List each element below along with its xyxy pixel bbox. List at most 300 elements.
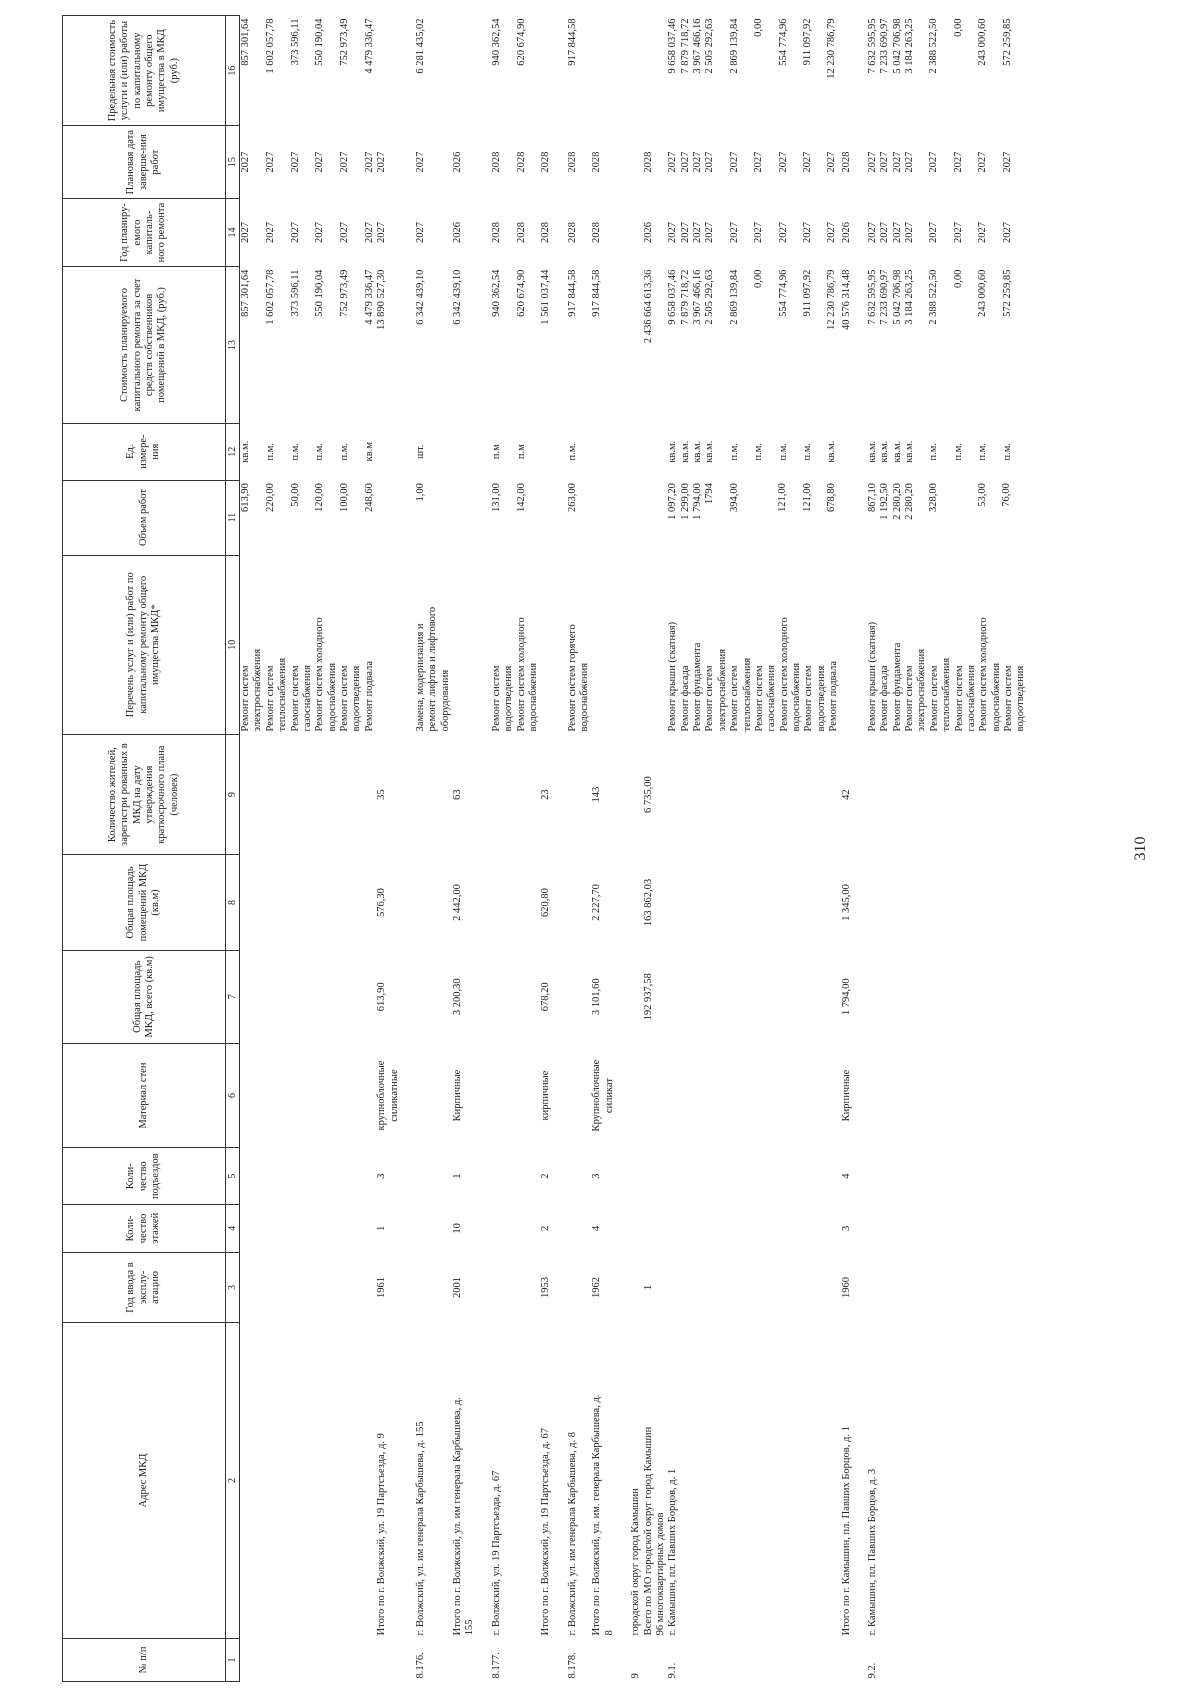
table-row-work: [240, 16, 265, 1682]
cell-col-12: [567, 423, 592, 480]
cell-col-3: [567, 1252, 592, 1322]
cell-col-1: [643, 1638, 668, 1681]
cell-line: 867,10: [866, 483, 878, 512]
cell-col-9: [867, 734, 1028, 854]
cell-line: силикат: [603, 1078, 615, 1114]
blank-line: [990, 426, 1002, 477]
cell-col-7: [290, 950, 315, 1043]
cell-col-15: [567, 126, 592, 199]
cell-col-7: 3 200,30: [452, 978, 463, 1016]
blank-line: [941, 483, 953, 552]
cell-col-11: [314, 480, 339, 555]
table-row-grand: [643, 16, 668, 1682]
cell-col-12: [591, 423, 616, 480]
blank-line: [916, 270, 928, 421]
table-row-total: [591, 16, 616, 1682]
cell-col-7: [415, 950, 452, 1043]
cell-line: Ремонт систем: [264, 665, 276, 732]
cell-col-8: 163 862,03: [642, 878, 654, 927]
cell-line: водоснабжения: [326, 662, 338, 732]
cell-line: 2027: [679, 222, 691, 244]
cell-line: 50,00: [289, 483, 301, 507]
cell-col-10: [314, 555, 339, 734]
cell-col-3: [240, 1252, 265, 1322]
cell-col-7: [265, 950, 290, 1043]
cell-col-9: [567, 734, 592, 854]
cell-line: п.м.: [289, 442, 301, 461]
cell-line: 917 844,58: [566, 18, 578, 66]
cell-line: 121,00: [801, 483, 813, 512]
cell-col-7: [240, 950, 265, 1043]
cell-col-15: [265, 126, 290, 199]
cell-col-2: [452, 1323, 477, 1639]
cell-col-4: [643, 1205, 668, 1253]
cell-col-14: [591, 198, 616, 266]
cell-col-14: [240, 198, 265, 266]
cell-col-16: [630, 16, 642, 126]
cell-line: Ремонт систем холодного: [515, 617, 527, 732]
cell-line: 2027: [891, 222, 903, 244]
cell-line: Ремонт фасада: [879, 665, 891, 732]
blank-line: [814, 426, 826, 477]
cell-col-7: [567, 950, 592, 1043]
cell-col-10: [643, 555, 668, 734]
cell-col-16: [339, 16, 364, 126]
cell-col-6: [630, 1043, 642, 1147]
spacer-cell: [401, 16, 415, 1682]
cell-col-12: [452, 423, 477, 480]
cell-line: кв.м.: [826, 440, 838, 463]
cell-col-2: [591, 1323, 616, 1639]
table-row-work: [265, 16, 290, 1682]
cell-col-4: [516, 1205, 541, 1253]
cell-line: 2027: [264, 151, 276, 173]
cell-col-16: [567, 16, 592, 126]
cell-line: г. Волжский, ул. им генерала Карбышева, д. 155: [414, 1421, 426, 1636]
cell-col-9: [667, 734, 840, 854]
cell-col-1: [265, 1638, 290, 1681]
cell-col-12: [540, 423, 552, 480]
cell-col-8: 620,80: [540, 888, 552, 917]
cell-col-2: [667, 1323, 840, 1639]
cell-line: 6 342 439,10: [452, 269, 463, 325]
cell-line: п.м.: [1001, 442, 1013, 461]
cell-col-2: [867, 1323, 1028, 1639]
blank-line: [916, 483, 928, 552]
cell-col-3: 2001: [452, 1276, 463, 1298]
cell-col-13: [643, 267, 668, 424]
cell-col-8: [265, 855, 290, 950]
cell-col-2: [540, 1323, 552, 1639]
cell-col-15: [339, 126, 364, 199]
blank-line: [790, 19, 802, 123]
cell-line: 2 505 292,63: [704, 269, 716, 325]
table-header: [63, 16, 240, 1682]
blank-line: [1014, 129, 1026, 196]
cell-col-16: [376, 16, 401, 126]
cell-col-7: [667, 950, 840, 1043]
column-number: 14: [226, 198, 240, 266]
cell-col-9: [415, 734, 452, 854]
cell-col-8: 2 442,00: [452, 884, 463, 921]
cell-line: 2027: [826, 151, 838, 173]
cell-line: Ремонт подвала: [363, 660, 375, 732]
header-cell: № п/п: [63, 1638, 226, 1681]
header-cell: Перечень услуг и (или) работ по капитальному ремонту общего имущества МКД*: [63, 555, 226, 734]
cell-line: кв.м: [363, 442, 375, 462]
cell-col-14: [516, 198, 541, 266]
cell-col-4: 10: [452, 1223, 463, 1234]
cell-line: 5 042 706,98: [891, 269, 903, 325]
cell-line: 2027: [240, 222, 251, 244]
cell-line: теплоснабжения: [941, 657, 953, 732]
cell-line: 1 561 037,44: [540, 269, 552, 325]
cell-line: 2027: [289, 222, 301, 244]
cell-col-4: [567, 1205, 592, 1253]
cell-line: 2027: [289, 151, 301, 173]
cell-col-3: [516, 1252, 541, 1322]
cell-line: 6 342 439,10: [414, 269, 426, 325]
cell-col-2: [240, 1323, 265, 1639]
table-row-total: [376, 16, 401, 1682]
cell-line: Ремонт систем: [928, 665, 940, 732]
cell-col-14: [643, 198, 668, 266]
cell-col-5: 3: [591, 1173, 603, 1179]
cell-line: Кирпичные: [840, 1069, 852, 1122]
cell-line: 2027: [977, 151, 989, 173]
cell-line: 917 844,58: [566, 269, 578, 317]
cell-col-12: [314, 423, 339, 480]
cell-line: Ремонт систем холодного: [978, 617, 990, 732]
cell-col-8: [867, 855, 1028, 950]
blank-line: [717, 19, 729, 123]
cell-line: 3 967 466,16: [692, 269, 703, 325]
cell-col-12: [643, 423, 668, 480]
header-cell: Год ввода в эксплу-атацию: [63, 1252, 226, 1322]
blank-line: [916, 426, 928, 477]
page-number: 310: [1132, 836, 1149, 861]
cell-line: 1794: [704, 483, 716, 505]
cell-col-9: [265, 734, 290, 854]
cell-col-11: [516, 480, 541, 555]
cell-line: п.м.: [566, 442, 578, 461]
cell-line: 2027: [879, 222, 891, 244]
cell-col-15: [314, 126, 339, 199]
cell-col-10: [867, 555, 1028, 734]
cell-line: 2026: [642, 222, 654, 244]
cell-col-12: [516, 423, 541, 480]
cell-col-3: [491, 1252, 516, 1322]
cell-col-5: [867, 1148, 1028, 1205]
cell-line: водоснабжения: [527, 662, 539, 732]
blank-line: [1014, 426, 1026, 477]
header-cell: Ед. измере-ния: [63, 423, 226, 480]
cell-col-1: 9.1.: [667, 1662, 679, 1679]
cell-line: г. Волжский, ул. им генерала Карбышева, д. 8: [566, 1432, 578, 1636]
cell-col-16: [667, 16, 840, 126]
column-number-row: [226, 16, 240, 1682]
cell-col-10: [630, 555, 642, 734]
cell-col-5: [290, 1148, 315, 1205]
cell-line: 1 299,00: [679, 483, 691, 520]
cell-col-7: [491, 950, 516, 1043]
blank-line: [790, 483, 802, 552]
cell-line: 2028: [515, 222, 527, 244]
cell-col-11: [265, 480, 290, 555]
cell-line: Ремонт систем: [490, 665, 502, 732]
cell-line: Ремонт систем: [240, 665, 251, 732]
cell-col-11: [339, 480, 364, 555]
cell-line: 572 259,85: [1001, 18, 1013, 66]
cell-line: 142,00: [515, 483, 527, 512]
header-cell: Объем работ: [63, 480, 226, 555]
cell-col-3: 1960: [840, 1276, 852, 1298]
cell-line: теплоснабжения: [277, 657, 289, 732]
blank-line: [765, 483, 777, 552]
cell-col-12: [841, 423, 853, 480]
cell-line: Ремонт систем: [1003, 665, 1014, 732]
cell-col-4: [290, 1205, 315, 1253]
cell-col-16: [314, 16, 339, 126]
table-row-object: [667, 16, 840, 1682]
cell-col-3: [364, 1252, 376, 1322]
cell-line: 53,00: [976, 483, 988, 507]
cell-line: 2027: [866, 151, 878, 173]
cell-line: Всего по МО городской округ город Камышин: [642, 1426, 654, 1636]
cell-line: 917 844,58: [591, 269, 603, 317]
cell-col-8: [364, 855, 376, 950]
cell-line: кв.м.: [879, 440, 891, 463]
cell-col-7: [630, 950, 642, 1043]
blank-line: [741, 483, 753, 552]
blank-line: [717, 426, 729, 477]
cell-col-12: [667, 423, 840, 480]
cell-col-10: [376, 555, 401, 734]
cell-line: 13 890 527,30: [376, 269, 388, 330]
cell-line: 2027: [667, 222, 679, 244]
cell-col-9: [240, 734, 265, 854]
cell-col-13: [452, 267, 477, 424]
cell-line: 940 362,54: [490, 269, 502, 317]
cell-col-8: [567, 855, 592, 950]
cell-col-1: 8.177.: [490, 1652, 502, 1679]
cell-line: п.м.: [977, 442, 989, 461]
table-row-work: [339, 16, 364, 1682]
cell-col-16: [290, 16, 315, 126]
cell-col-10: [567, 555, 592, 734]
cell-col-6: [452, 1043, 477, 1147]
cell-col-11: [540, 480, 552, 555]
cell-col-3: 1962: [591, 1276, 603, 1298]
cell-col-13: [290, 267, 315, 424]
cell-col-5: [415, 1148, 452, 1205]
cell-col-6: [240, 1043, 265, 1147]
cell-col-15: [643, 126, 668, 199]
blank-line: [766, 270, 778, 421]
cell-line: Ремонт систем горячего: [566, 624, 578, 732]
blank-line: [717, 129, 729, 196]
cell-col-13: [591, 267, 616, 424]
blank-line: [965, 426, 977, 477]
cell-col-16: [491, 16, 516, 126]
cell-col-6: [265, 1043, 290, 1147]
cell-line: 620 674,90: [515, 269, 527, 317]
cell-line: кв.м.: [692, 440, 703, 463]
cell-col-6: [867, 1043, 1028, 1147]
cell-col-11: [630, 480, 642, 555]
cell-col-5: [516, 1148, 541, 1205]
cell-col-16: [591, 16, 616, 126]
cell-line: 2027: [891, 151, 903, 173]
row-spacer: [477, 16, 491, 1682]
cell-col-13: [867, 267, 1028, 424]
cell-line: 2027: [928, 151, 940, 173]
cell-line: Ремонт фасада: [679, 665, 691, 732]
cell-line: 620 674,90: [515, 18, 527, 66]
cell-col-10: [364, 555, 376, 734]
cell-line: 2028: [840, 151, 852, 173]
blank-line: [916, 201, 928, 263]
cell-col-6: [591, 1043, 616, 1147]
cell-col-3: [314, 1252, 339, 1322]
cell-col-3: [290, 1252, 315, 1322]
cell-line: Крупноблочные: [591, 1059, 603, 1132]
cell-col-1: [841, 1638, 853, 1681]
cell-col-4: [491, 1205, 516, 1253]
cell-line: 857 301,64: [240, 18, 251, 66]
header-cell: Материал стен: [63, 1043, 226, 1147]
column-number: 12: [226, 423, 240, 480]
cell-col-5: [667, 1148, 840, 1205]
header-cell: Стоимость планируемого капитального ремонта за счет средств собственников помещений в МКД, (руб.): [63, 267, 226, 424]
cell-line: 911 097,92: [801, 18, 813, 66]
cell-line: электроснабжения: [716, 648, 728, 732]
cell-line: 2027: [904, 151, 915, 173]
cell-col-14: [867, 198, 1028, 266]
cell-line: 2027: [728, 151, 740, 173]
cell-line: 2028: [566, 151, 578, 173]
cell-col-5: 2: [540, 1173, 552, 1179]
row-spacer: [553, 16, 567, 1682]
cell-line: 2027: [801, 151, 813, 173]
cell-col-10: [265, 555, 290, 734]
header-cell: Общая площадь помещений МКД (кв.м): [63, 855, 226, 950]
cell-col-6: [667, 1043, 840, 1147]
table-row-object: [567, 16, 592, 1682]
cell-col-4: 1: [376, 1225, 388, 1232]
cell-col-2: [376, 1323, 401, 1639]
cell-line: п.м.: [339, 442, 350, 461]
cell-col-8: [290, 855, 315, 950]
cell-line: 2027: [777, 222, 789, 244]
cell-line: электроснабжения: [916, 648, 928, 732]
cell-line: Ремонт систем: [729, 665, 741, 732]
cell-col-14: [290, 198, 315, 266]
cell-col-16: [240, 16, 265, 126]
header-cell: Коли-чество этажей: [63, 1205, 226, 1253]
cell-col-6: [540, 1043, 552, 1147]
header-cell: Предельная стоимость услуги и (или) работы по капитальному ремонту общего имущества в МКД (руб.): [63, 16, 226, 126]
blank-line: [766, 19, 778, 123]
cell-line: п.м.: [928, 442, 940, 461]
table-row-work: [516, 16, 541, 1682]
column-number: 3: [226, 1252, 240, 1322]
cell-col-13: [376, 267, 401, 424]
cell-col-16: [516, 16, 541, 126]
blank-line: [814, 201, 826, 263]
cell-col-3: 1953: [540, 1276, 552, 1298]
cell-col-5: 3: [376, 1173, 388, 1179]
cell-col-5: 4: [840, 1173, 852, 1179]
cell-col-12: [491, 423, 516, 480]
cell-col-14: [540, 198, 552, 266]
cell-line: 2027: [667, 151, 679, 173]
cell-col-13: [240, 267, 265, 424]
blank-line: [717, 270, 729, 421]
cell-col-15: [667, 126, 840, 199]
blank-line: [1014, 270, 1026, 421]
cell-line: 2 436 664 613,36: [642, 269, 654, 344]
cell-line: 6 281 435,02: [414, 18, 426, 74]
cell-col-1: 8.178.: [566, 1652, 578, 1679]
cell-col-15: [591, 126, 616, 199]
cell-line: Итого по г. Волжский, ул. им генерала Карбышева, д.: [452, 1397, 463, 1636]
cell-col-16: [265, 16, 290, 126]
blank-line: [965, 19, 977, 123]
cell-col-12: [630, 423, 642, 480]
cell-line: 1 192,50: [879, 483, 891, 520]
table-row-object: [415, 16, 452, 1682]
blank-line: [941, 270, 953, 421]
cell-line: кв.м.: [667, 440, 679, 463]
cell-col-9: 23: [540, 789, 552, 800]
cell-col-16: [867, 16, 1028, 126]
spacer-cell: [477, 16, 491, 1682]
cell-line: теплоснабжения: [741, 657, 753, 732]
cell-col-9: [339, 734, 364, 854]
cell-col-13: [841, 267, 853, 424]
cell-line: Итого по г. Камышин, пл. Павших Борцов, д. 1: [840, 1426, 852, 1636]
cell-line: 572 259,85: [1001, 269, 1013, 317]
cell-line: п.м.: [777, 442, 789, 461]
cell-line: электроснабжения: [252, 648, 264, 732]
cell-line: 2027: [339, 151, 350, 173]
table-row-total: [841, 16, 853, 1682]
cell-col-9: 35: [376, 789, 388, 800]
cell-col-8: [516, 855, 541, 950]
cell-line: г. Камышин, пл. Павших Борцов, д. 3: [866, 1468, 878, 1636]
blank-line: [1014, 201, 1026, 263]
cell-line: 1 602 057,78: [264, 18, 276, 74]
blank-line: [814, 129, 826, 196]
cell-col-4: 3: [840, 1225, 852, 1232]
cell-col-2: [841, 1323, 853, 1639]
cell-line: 2 388 522,50: [928, 18, 940, 74]
cell-line: 4 479 336,47: [363, 18, 375, 74]
cell-col-12: [240, 423, 265, 480]
cell-col-6: [491, 1043, 516, 1147]
blank-line: [953, 483, 965, 552]
cell-line: водоснабжения: [791, 662, 802, 732]
cell-line: Кирпичные: [452, 1069, 463, 1122]
cell-line: п.м.: [801, 442, 813, 461]
table-row-total: [540, 16, 552, 1682]
cell-line: 2027: [977, 222, 989, 244]
cell-line: Ремонт систем: [704, 665, 716, 732]
cell-line: 940 362,54: [490, 18, 502, 66]
blank-line: [741, 201, 753, 263]
cell-col-1: [364, 1638, 376, 1681]
